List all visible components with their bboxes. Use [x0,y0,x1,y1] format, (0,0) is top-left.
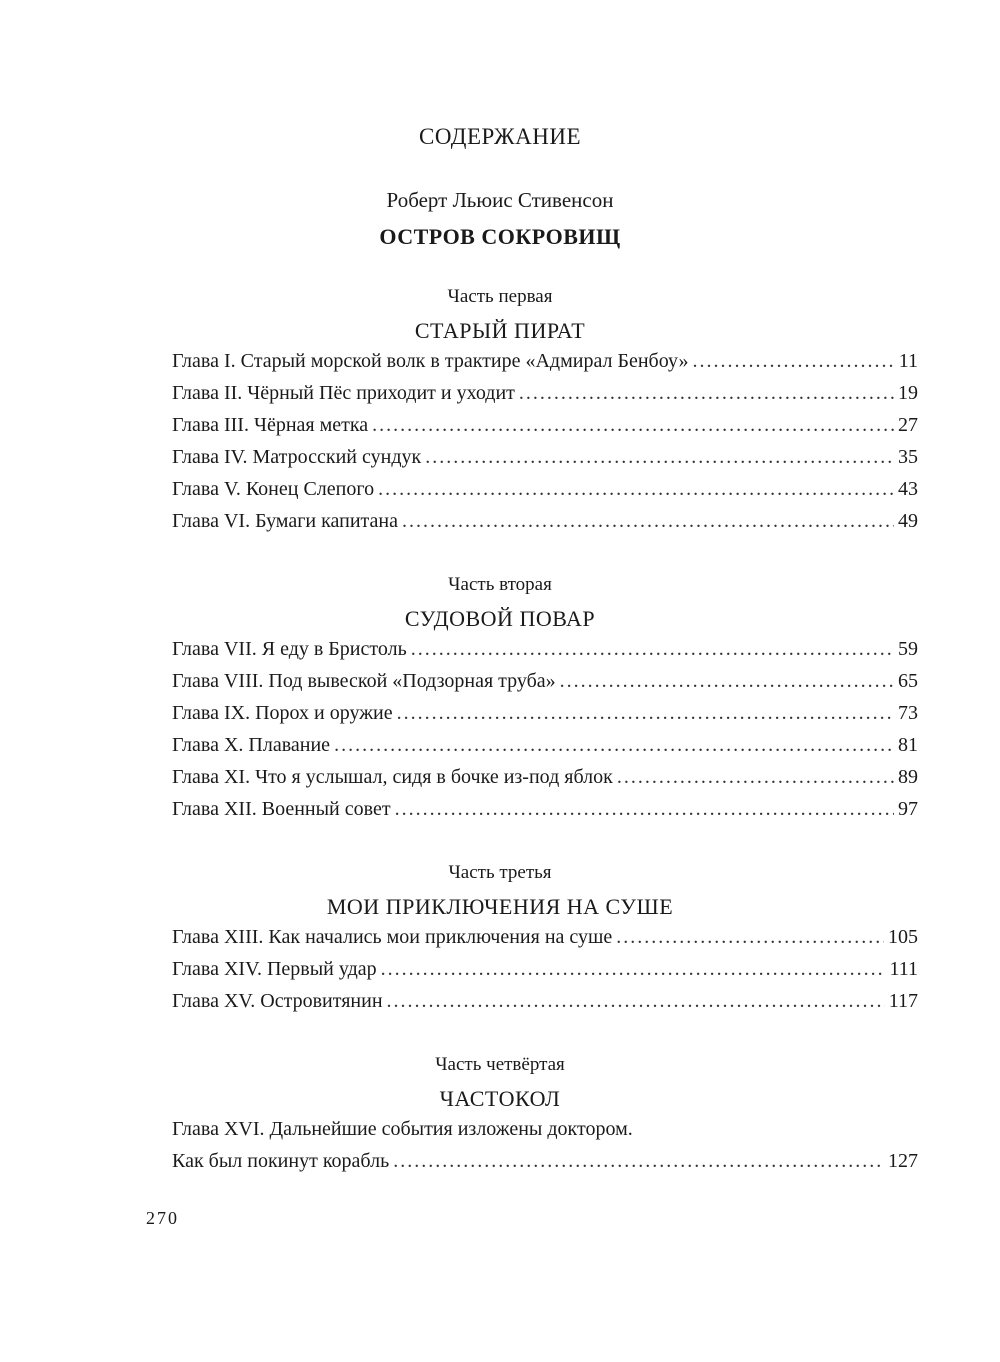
chapter-title: Глава VII. Я еду в Бристоль [172,638,407,660]
dot-leader [378,478,894,501]
part-title: МОИ ПРИКЛЮЧЕНИЯ НА СУШЕ [326,894,674,919]
page-number: 59 [898,638,918,660]
toc-entry [172,414,918,444]
page-number: 81 [898,734,918,756]
chapter-title: Глава X. Плавание [172,734,331,756]
dot-leader [519,382,894,405]
dot-leader [393,1150,884,1173]
chapter-title: Глава V. Конец Слепого [172,478,375,500]
dot-leader [402,510,894,533]
folio-page-number: 270 [146,1208,179,1228]
toc-entry [172,382,918,412]
chapter-title: Глава IV. Матросский сундук [172,446,422,468]
toc-entry [172,510,918,540]
dot-leader [616,926,884,949]
toc-entry [172,670,918,700]
page-number: 65 [898,670,918,692]
chapter-title: Глава XIII. Как начались мои приключения на суше [172,926,613,948]
toc-entry [172,478,918,508]
dot-leader [395,798,894,821]
dot-leader [372,414,894,437]
contents-heading: СОДЕРЖАНИЕ [418,124,581,149]
page-number: 27 [898,414,918,436]
chapter-title: Глава XIV. Первый удар [172,958,377,980]
page-number: 89 [898,766,918,788]
part-label: Часть первая [447,286,553,307]
chapter-title-first-line: Глава XVI. Дальнейшие события изложены доктором. [172,1118,633,1140]
page-number: 97 [898,798,918,820]
part-label: Часть четвёртая [435,1054,565,1075]
part-title: СУДОВОЙ ПОВАР [404,606,596,631]
toc-entry [172,638,918,668]
dot-leader [397,702,894,725]
toc-entry [172,1150,918,1180]
page-number: 105 [888,926,918,948]
chapter-title: Глава II. Чёрный Пёс приходит и уходит [172,382,515,404]
page-number: 127 [888,1150,918,1172]
author-name: Роберт Льюис Стивенсон [386,188,614,212]
toc-entry [172,958,918,988]
toc-entry [172,798,918,828]
chapter-title: Глава IX. Порох и оружие [172,702,393,724]
dot-leader [560,670,894,693]
chapter-title: Глава VI. Бумаги капитана [172,510,398,532]
page-number: 19 [898,382,918,404]
part-label: Часть вторая [448,574,552,595]
book-title: ОСТРОВ СОКРОВИЩ [379,224,621,249]
dot-leader [381,958,886,981]
page-number: 73 [898,702,918,724]
dot-leader [617,766,894,789]
toc-entry [172,926,918,956]
chapter-title: Глава VIII. Под вывеской «Подзорная труба» [172,670,556,692]
toc-entry [172,990,918,1020]
toc-entry [172,446,918,476]
part-label: Часть третья [448,862,552,883]
chapter-title: Глава III. Чёрная метка [172,414,369,436]
page-number: 11 [898,350,918,372]
part-title: СТАРЫЙ ПИРАТ [414,318,586,343]
part-title: ЧАСТОКОЛ [439,1086,561,1111]
page-number: 35 [898,446,918,468]
dot-leader [334,734,894,757]
dot-leader [411,638,894,661]
chapter-title: Глава I. Старый морской волк в трактире «Адмирал Бенбоу» [172,350,689,372]
page-number: 117 [888,990,918,1012]
chapter-title: Глава XI. Что я услышал, сидя в бочке из-под яблок [172,766,613,788]
dot-leader [387,990,885,1013]
page-number: 49 [898,510,918,532]
chapter-title: Как был покинут корабль [172,1150,390,1172]
page-number: 43 [898,478,918,500]
dot-leader [692,350,894,373]
dot-leader [425,446,894,469]
toc-entry [172,734,918,764]
page-number: 111 [889,958,918,980]
chapter-title: Глава XII. Военный совет [172,798,391,820]
toc-entry [172,766,918,796]
toc-entry [172,702,918,732]
toc-entry [172,350,918,380]
chapter-title: Глава XV. Островитянин [172,990,383,1012]
